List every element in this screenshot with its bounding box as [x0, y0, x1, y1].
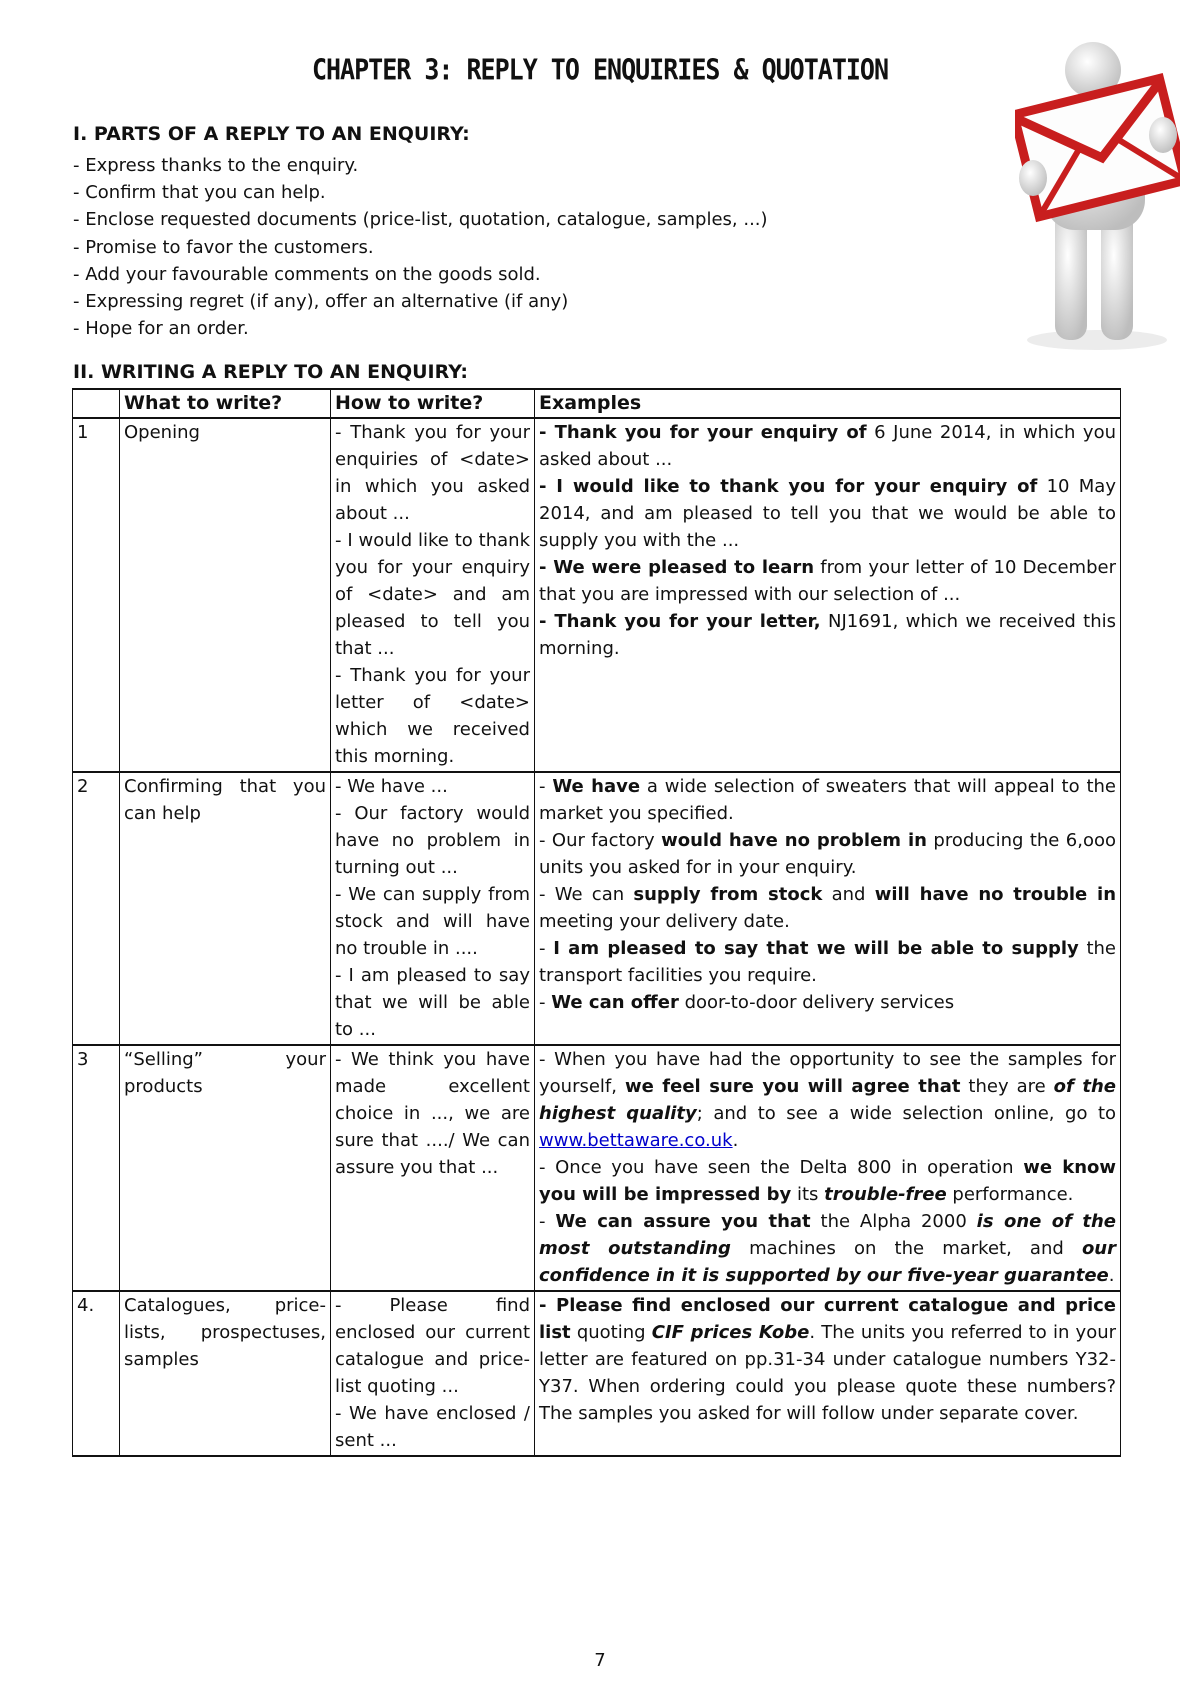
how-cell: - We have ... - Our factory would have no problem in turning out ... - We can supply from stock and will have no trouble in .... - I am pleased to say that we will be able to ...	[331, 772, 535, 1045]
section-heading-parts: I. PARTS OF A REPLY TO AN ENQUIRY:	[73, 123, 470, 145]
how-cell: - Thank you for your enquiries of <date> in which you asked about ... - I would like to thank you for your enquiry of <date> and am pleased to tell you that ... - Thank you for your letter of <date> which we received this morning.	[331, 418, 535, 772]
row-number: 4.	[73, 1291, 120, 1456]
column-header-examples: Examples	[535, 389, 1121, 418]
list-item: - Express thanks to the enquiry.	[73, 155, 359, 176]
list-item: - Confirm that you can help.	[73, 182, 326, 204]
page-title: CHAPTER 3: REPLY TO ENQUIRIES & QUOTATION	[311, 52, 889, 87]
parts-list	[73, 152, 768, 342]
page-number: 7	[594, 1650, 606, 1671]
example-line: - Please find enclosed our current catalogue and price list quoting CIF prices Kobe. The units you referred to in your letter are featured on pp.31-34 under catalogue numbers Y32-Y37. When ordering could you please quote these numbers? The samples you asked for will follow under separate cover.	[539, 1295, 1117, 1424]
example-line: - I am pleased to say that we will be able to supply the transport facilities you require.	[539, 938, 1117, 986]
what-cell: Opening	[120, 418, 331, 772]
row-number: 2	[73, 772, 120, 1045]
reply-table	[72, 388, 1121, 1457]
row-number: 3	[73, 1045, 120, 1291]
example-line: - We have a wide selection of sweaters that will appeal to the market you specified.	[539, 776, 1116, 824]
examples-cell	[535, 418, 1121, 772]
section-heading-writing: II. WRITING A REPLY TO AN ENQUIRY:	[73, 361, 468, 383]
example-line: - We can offer door-to-door delivery services	[539, 992, 955, 1013]
what-cell: “Selling” your products	[120, 1045, 331, 1291]
example-line: - We were pleased to learn from your letter of 10 December that you are impressed with our selection of ...	[539, 557, 1116, 605]
list-item: - Hope for an order.	[73, 318, 249, 340]
example-line: - When you have had the opportunity to see the samples for yourself, we feel sure you will agree that they are of the highest quality; and to see a wide selection online, go to www.bettaware.co.uk.	[539, 1049, 1117, 1151]
examples-cell	[535, 1291, 1121, 1456]
example-line: - Thank you for your enquiry of 6 June 2014, in which you asked about ...	[539, 422, 1116, 470]
example-line: - We can supply from stock and will have no trouble in meeting your delivery date.	[539, 884, 1117, 932]
list-item: - Add your favourable comments on the goods sold.	[73, 263, 541, 285]
example-line: - Thank you for your letter, NJ1691, which we received this morning.	[539, 611, 1116, 659]
examples-cell	[535, 1045, 1121, 1291]
row-number: 1	[73, 418, 120, 772]
column-header-what: What to write?	[120, 389, 331, 418]
how-cell: - We think you have made excellent choice in ..., we are sure that ..../ We can assure you that ...	[331, 1045, 535, 1291]
website-link[interactable]: www.bettaware.co.uk	[539, 1130, 733, 1151]
column-header-number	[73, 389, 120, 418]
person-holding-envelope-icon	[1015, 40, 1180, 355]
example-line: - Once you have seen the Delta 800 in operation we know you will be impressed by its trouble-free performance.	[539, 1157, 1117, 1205]
example-line: - Our factory would have no problem in producing the 6,ooo units you asked for in your enquiry.	[539, 830, 1116, 878]
what-cell: Catalogues, price-lists, prospectuses, samples	[120, 1291, 331, 1456]
table-header-row	[73, 389, 1121, 418]
examples-cell	[535, 772, 1121, 1045]
table-row	[73, 1045, 1121, 1291]
list-item: - Promise to favor the customers.	[73, 236, 374, 258]
table-row	[73, 1291, 1121, 1456]
list-item: - Enclose requested documents (price-list, quotation, catalogue, samples, ...)	[73, 209, 768, 231]
table-row	[73, 418, 1121, 772]
example-line: - I would like to thank you for your enquiry of 10 May 2014, and am pleased to tell you that we would be able to supply you with the ...	[539, 476, 1116, 551]
table-row	[73, 772, 1121, 1045]
how-cell: - Please find enclosed our current catalogue and price-list quoting ... - We have enclosed / sent ...	[331, 1291, 535, 1456]
what-cell: Confirming that you can help	[120, 772, 331, 1045]
list-item: - Expressing regret (if any), offer an alternative (if any)	[73, 291, 569, 313]
example-line: - We can assure you that the Alpha 2000 is one of the most outstanding machines on the market, and our confidence in it is supported by our five-year guarantee.	[539, 1211, 1116, 1286]
column-header-how: How to write?	[331, 389, 535, 418]
